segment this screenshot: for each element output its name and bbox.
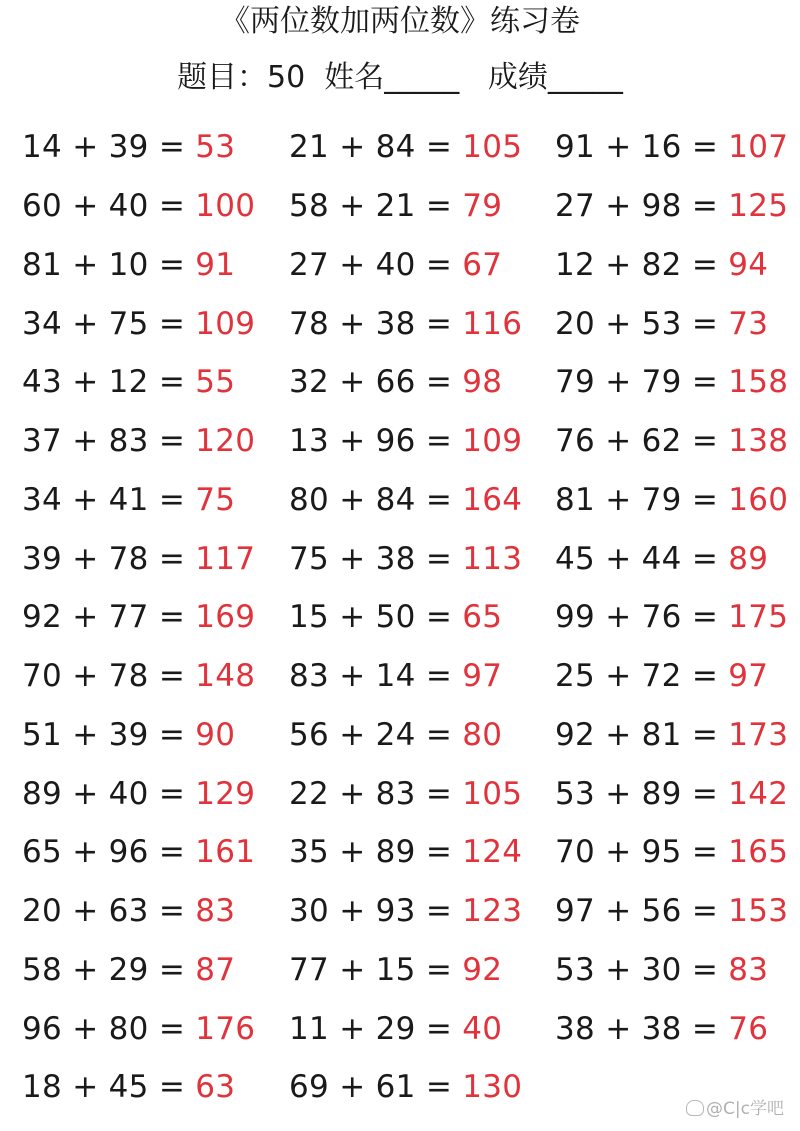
problem-answer: 160 [728, 481, 789, 518]
problem-answer: 175 [728, 599, 789, 636]
problem-item [555, 421, 789, 461]
problem-item [289, 950, 555, 990]
problem-answer: 73 [728, 305, 769, 342]
problem-answer: 53 [195, 129, 236, 166]
problem-answer: 158 [728, 364, 789, 401]
problem-question: 43 + 12 = [22, 364, 196, 401]
problem-item [555, 362, 789, 402]
problem-question: 76 + 62 = [555, 423, 729, 460]
problem-question: 32 + 66 = [289, 364, 463, 401]
problem-answer: 176 [195, 1010, 256, 1047]
watermark [686, 1094, 784, 1119]
problem-answer: 123 [462, 893, 523, 930]
problem-question: 69 + 61 = [289, 1069, 463, 1106]
problem-item [555, 186, 789, 226]
problem-question: 96 + 80 = [22, 1010, 196, 1047]
problem-item [22, 127, 289, 167]
problem-answer: 83 [195, 893, 236, 930]
problem-question: 20 + 53 = [555, 305, 729, 342]
problem-item [555, 245, 782, 285]
problem-item [22, 539, 289, 579]
problem-answer: 100 [195, 188, 256, 225]
problem-answer: 105 [462, 129, 523, 166]
problem-answer: 165 [728, 834, 789, 871]
problem-question: 20 + 63 = [22, 893, 196, 930]
problem-item [22, 186, 289, 226]
problem-answer: 105 [462, 775, 523, 812]
problem-item [289, 362, 555, 402]
problem-item [289, 832, 555, 872]
problem-question: 70 + 78 = [22, 658, 196, 695]
problem-item [289, 597, 555, 637]
problem-item [22, 774, 289, 814]
problem-question: 60 + 40 = [22, 188, 196, 225]
problem-answer: 109 [195, 305, 256, 342]
problem-answer: 63 [195, 1069, 236, 1106]
problem-answer: 173 [728, 716, 789, 753]
problem-item [289, 891, 555, 931]
problem-item [289, 421, 555, 461]
problem-answer: 129 [195, 775, 256, 812]
problem-question: 78 + 38 = [289, 305, 463, 342]
problem-answer: 75 [195, 481, 236, 518]
problem-answer: 97 [462, 658, 503, 695]
problem-question: 11 + 29 = [289, 1010, 463, 1047]
problem-question: 58 + 21 = [289, 188, 463, 225]
problem-item [22, 245, 289, 285]
paw-icon [686, 1100, 704, 1116]
problem-item [555, 656, 782, 696]
problem-answer: 98 [462, 364, 503, 401]
problem-answer: 90 [195, 716, 236, 753]
problem-question: 38 + 38 = [555, 1010, 729, 1047]
problem-answer: 138 [728, 423, 789, 460]
problem-item [22, 832, 289, 872]
problem-answer: 97 [728, 658, 769, 695]
problem-question: 12 + 82 = [555, 246, 729, 283]
problem-item [555, 1009, 782, 1049]
problem-question: 51 + 39 = [22, 716, 196, 753]
problem-item [22, 480, 289, 520]
problem-answer: 94 [728, 246, 769, 283]
problem-question: 99 + 76 = [555, 599, 729, 636]
problem-answer: 83 [728, 951, 769, 988]
problem-answer: 65 [462, 599, 503, 636]
problem-answer: 125 [728, 188, 789, 225]
problem-item [289, 304, 555, 344]
problem-question: 97 + 56 = [555, 893, 729, 930]
problem-question: 75 + 38 = [289, 540, 463, 577]
problem-item [289, 186, 555, 226]
problem-question: 18 + 45 = [22, 1069, 196, 1106]
problem-item [289, 127, 555, 167]
problem-item [289, 715, 555, 755]
problem-question: 53 + 89 = [555, 775, 729, 812]
problem-question: 79 + 79 = [555, 364, 729, 401]
problem-question: 70 + 95 = [555, 834, 729, 871]
problem-item [289, 539, 555, 579]
problem-question: 92 + 77 = [22, 599, 196, 636]
problem-answer: 40 [462, 1010, 503, 1047]
problem-item [289, 480, 555, 520]
problem-item [22, 597, 289, 637]
problem-question: 92 + 81 = [555, 716, 729, 753]
problem-item [22, 891, 289, 931]
problem-item [555, 715, 789, 755]
problem-question: 22 + 83 = [289, 775, 463, 812]
problem-question: 77 + 15 = [289, 951, 463, 988]
problem-question: 25 + 72 = [555, 658, 729, 695]
problem-answer: 87 [195, 951, 236, 988]
problem-item [289, 774, 555, 814]
problem-answer: 80 [462, 716, 503, 753]
problem-question: 30 + 93 = [289, 893, 463, 930]
problem-answer: 92 [462, 951, 503, 988]
problem-answer: 79 [462, 188, 503, 225]
problem-question: 81 + 10 = [22, 246, 196, 283]
problem-answer: 109 [462, 423, 523, 460]
problem-answer: 67 [462, 246, 503, 283]
problem-item [22, 362, 289, 402]
watermark-text: @C|c学吧 [706, 1099, 784, 1119]
problem-answer: 55 [195, 364, 236, 401]
problem-answer: 148 [195, 658, 256, 695]
problem-answer: 91 [195, 246, 236, 283]
problem-answer: 124 [462, 834, 523, 871]
problem-question: 14 + 39 = [22, 129, 196, 166]
problem-answer: 164 [462, 481, 523, 518]
problem-item [555, 127, 789, 167]
problem-question: 35 + 89 = [289, 834, 463, 871]
problem-item [22, 304, 289, 344]
problem-item [22, 1009, 289, 1049]
problem-item [555, 304, 782, 344]
problem-question: 34 + 41 = [22, 481, 196, 518]
problem-question: 83 + 14 = [289, 658, 463, 695]
problem-answer: 169 [195, 599, 256, 636]
problem-grid [22, 118, 789, 1117]
problem-item [555, 539, 782, 579]
problem-question: 13 + 96 = [289, 423, 463, 460]
problem-question: 45 + 44 = [555, 540, 729, 577]
worksheet-info-line: 题目：50 姓名_____ 成绩_____ [177, 60, 623, 95]
problem-question: 27 + 98 = [555, 188, 729, 225]
problem-item [555, 832, 789, 872]
problem-item [289, 245, 555, 285]
problem-item [22, 950, 289, 990]
problem-answer: 153 [728, 893, 789, 930]
problem-answer: 113 [462, 540, 523, 577]
problem-item [289, 1067, 555, 1107]
problem-question: 91 + 16 = [555, 129, 729, 166]
problem-item [555, 891, 789, 931]
problem-question: 65 + 96 = [22, 834, 196, 871]
problem-question: 37 + 83 = [22, 423, 196, 460]
problem-item [289, 1009, 555, 1049]
problem-question: 58 + 29 = [22, 951, 196, 988]
problem-answer: 142 [728, 775, 789, 812]
problem-question: 53 + 30 = [555, 951, 729, 988]
problem-item [22, 715, 289, 755]
problem-answer: 117 [195, 540, 256, 577]
problem-answer: 107 [728, 129, 789, 166]
problem-question: 81 + 79 = [555, 481, 729, 518]
problem-question: 15 + 50 = [289, 599, 463, 636]
problem-question: 27 + 40 = [289, 246, 463, 283]
problem-question: 39 + 78 = [22, 540, 196, 577]
problem-question: 56 + 24 = [289, 716, 463, 753]
problem-item [289, 656, 555, 696]
problem-item [22, 656, 289, 696]
problem-answer: 161 [195, 834, 256, 871]
problem-item [555, 480, 789, 520]
problem-question: 80 + 84 = [289, 481, 463, 518]
problem-item [22, 1067, 289, 1107]
problem-answer: 116 [462, 305, 523, 342]
worksheet-title: 《两位数加两位数》练习卷 [220, 4, 580, 39]
problem-answer: 76 [728, 1010, 769, 1047]
problem-item [22, 421, 289, 461]
problem-answer: 89 [728, 540, 769, 577]
problem-question: 34 + 75 = [22, 305, 196, 342]
problem-item [555, 774, 789, 814]
problem-item [555, 597, 789, 637]
problem-answer: 130 [462, 1069, 523, 1106]
problem-answer: 120 [195, 423, 256, 460]
problem-question: 21 + 84 = [289, 129, 463, 166]
problem-question: 89 + 40 = [22, 775, 196, 812]
problem-item [555, 950, 782, 990]
